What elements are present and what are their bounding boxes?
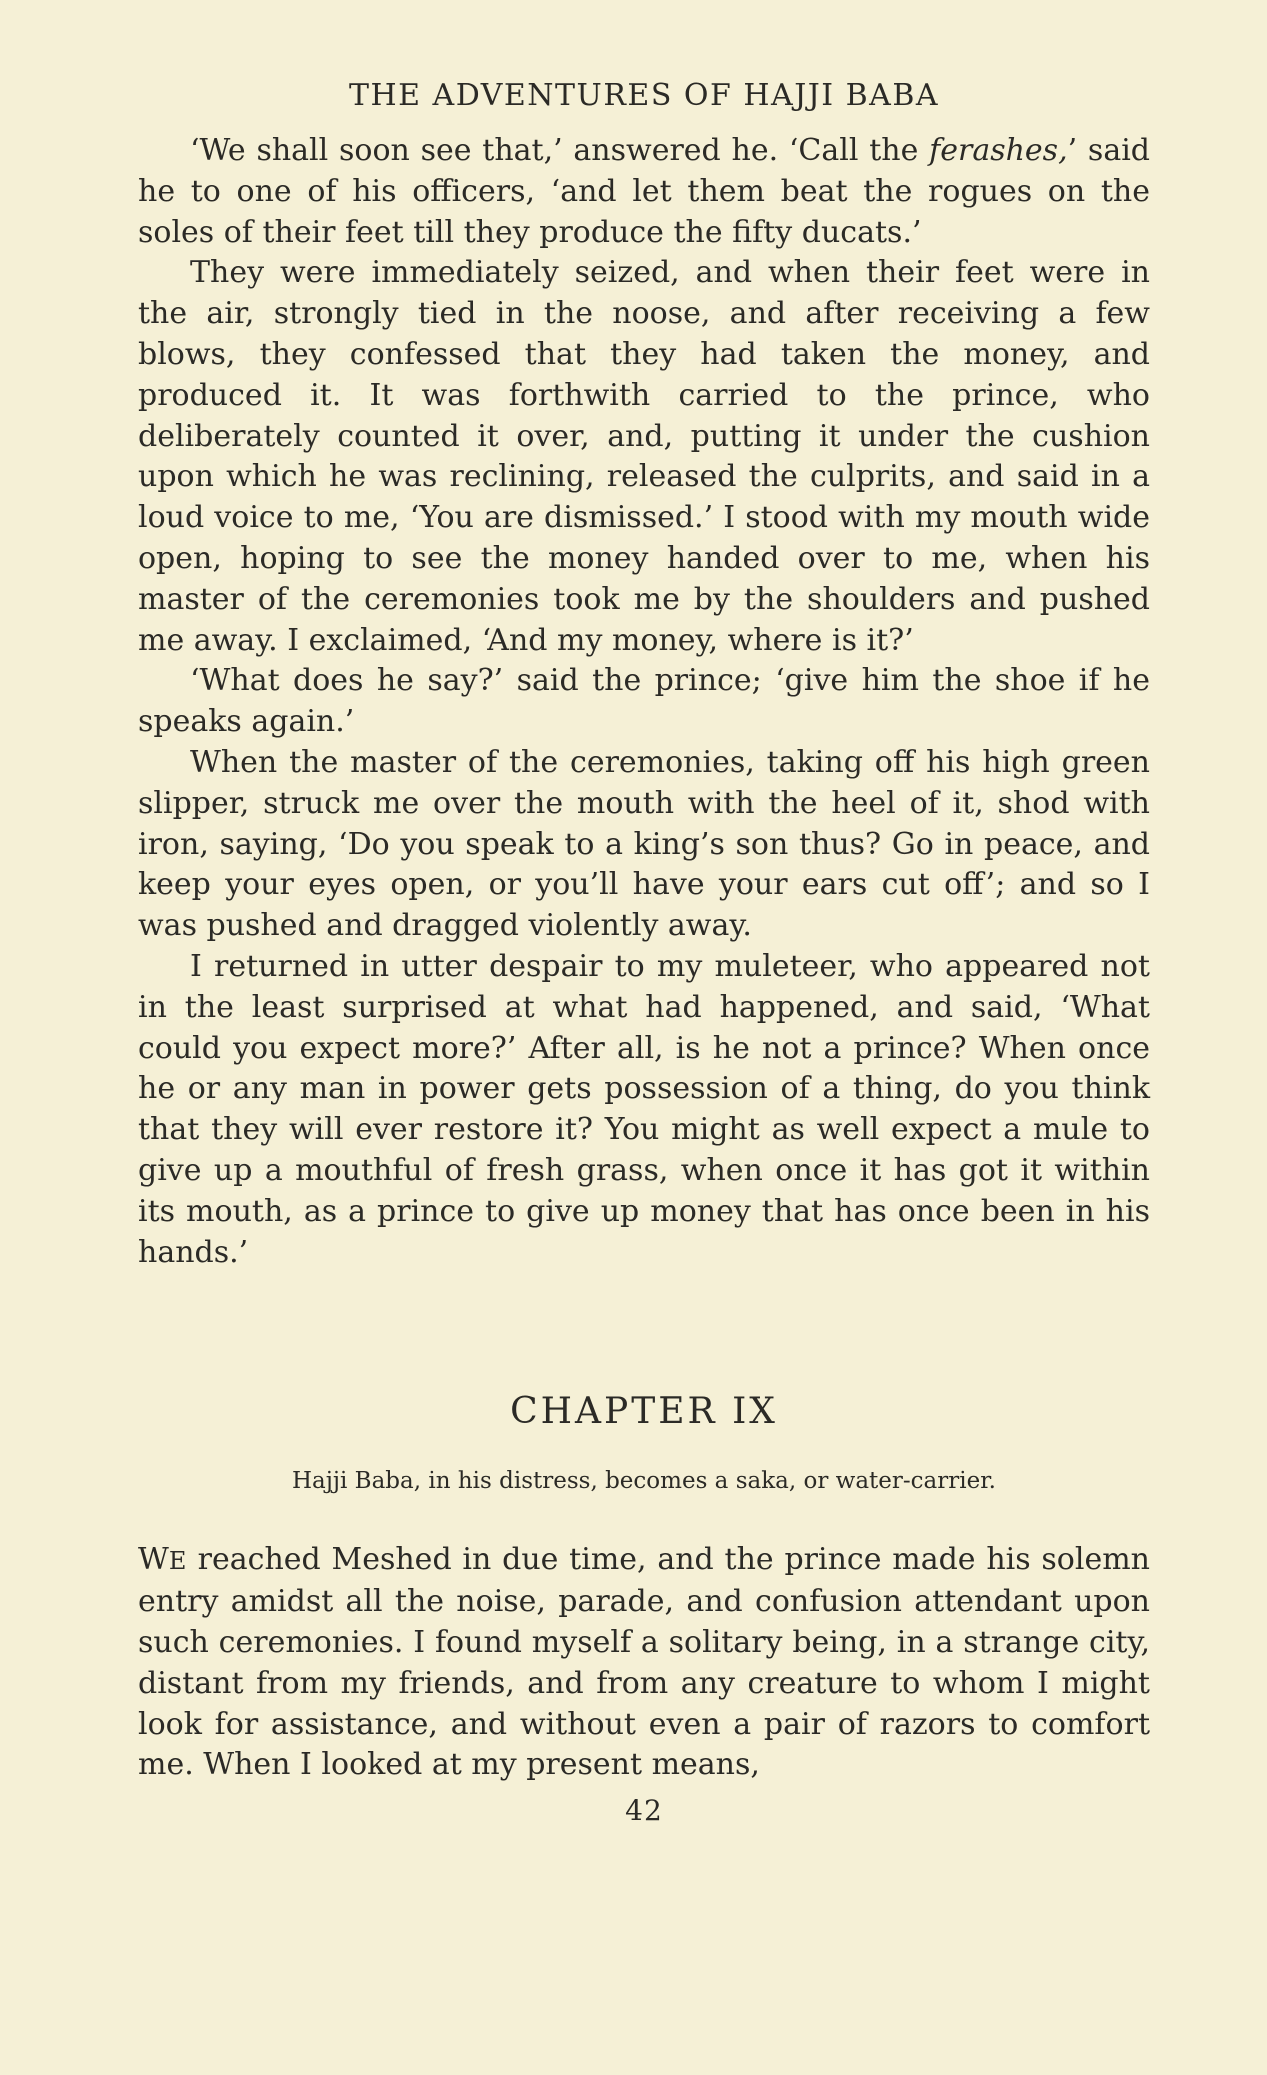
paragraph: They were immediately seized, and when their feet were in the air, strongly tied in the noose, and after receiving a few blows, they confessed that they had taken the money, and produced it. It was forthwith carried to the prince, who deliberately counted it over, and, putting it under the cushion upon which he was reclining, released the culprits, and said in a loud voice to me, ‘You are dismissed.’ I stood with my mouth wide open, hoping to see the money handed over to me, when his master of the ceremonies took me by the shoulders and pushed me away. I exclaimed, ‘And my money, where is it?’ <box>138 255 1150 658</box>
running-head: THE ADVENTURES OF HAJJI BABA <box>348 78 940 113</box>
chapter-summary: Hajji Baba, in his distress, becomes a saka, or water-carrier. <box>291 1468 996 1495</box>
paragraph: I returned in utter despair to my muleteer, who appeared not in the least surprised at what had happened, and said, ‘What could you expect more?’ After all, is he not a prince? When once he or any man in power gets possession of a thing, do you think that they will ever restore it? You might as well expect a mule to give up a mouthful of fresh grass, when once it has got it within its mouth, as a prince to give up money that has once been in his hands.’ <box>138 948 1150 1270</box>
chapter-opening-paragraph <box>138 1540 1150 1786</box>
text-segment: ‘We shall soon see that,’ answered he. ‘Call the <box>190 133 930 168</box>
paragraph: ‘What does he say?’ said the prince; ‘give him the shoe if he speaks again.’ <box>138 663 1150 740</box>
book-page <box>138 78 1150 1827</box>
paragraph: When the master of the ceremonies, taking off his high green slipper, struck me over the mouth with the heel of it, shod with iron, saying, ‘Do you speak to a king’s son thus? Go in peace, and keep your eyes open, or you’ll have your ears cut off’; and so I was pushed and dragged violently away. <box>138 744 1150 944</box>
italic-term: ferashes, <box>929 133 1068 168</box>
chapter-title: CHAPTER IX <box>510 1391 778 1433</box>
chapter-spacer <box>138 1273 1150 1391</box>
opening-small-caps: E <box>168 1547 187 1576</box>
text-segment: reached Meshed in due time, and the prince made his solemn entry amidst all the noise, parade, and confusion attendant upon such ceremonies. I found myself a solitary being, in a strange city, distant from my friends, and from any creature to whom I might look for assistance, and without even a pair of razors to comfort me. When I looked at my present means, <box>138 1542 1150 1783</box>
text-segment: ’ said he to one of his officers, ‘and let them beat the rogues on the soles of their feet till they produce the fifty ducats.’ <box>138 133 1151 250</box>
paragraph <box>138 131 1150 253</box>
opening-capital: W <box>138 1542 169 1578</box>
page-number: 42 <box>625 1794 663 1828</box>
